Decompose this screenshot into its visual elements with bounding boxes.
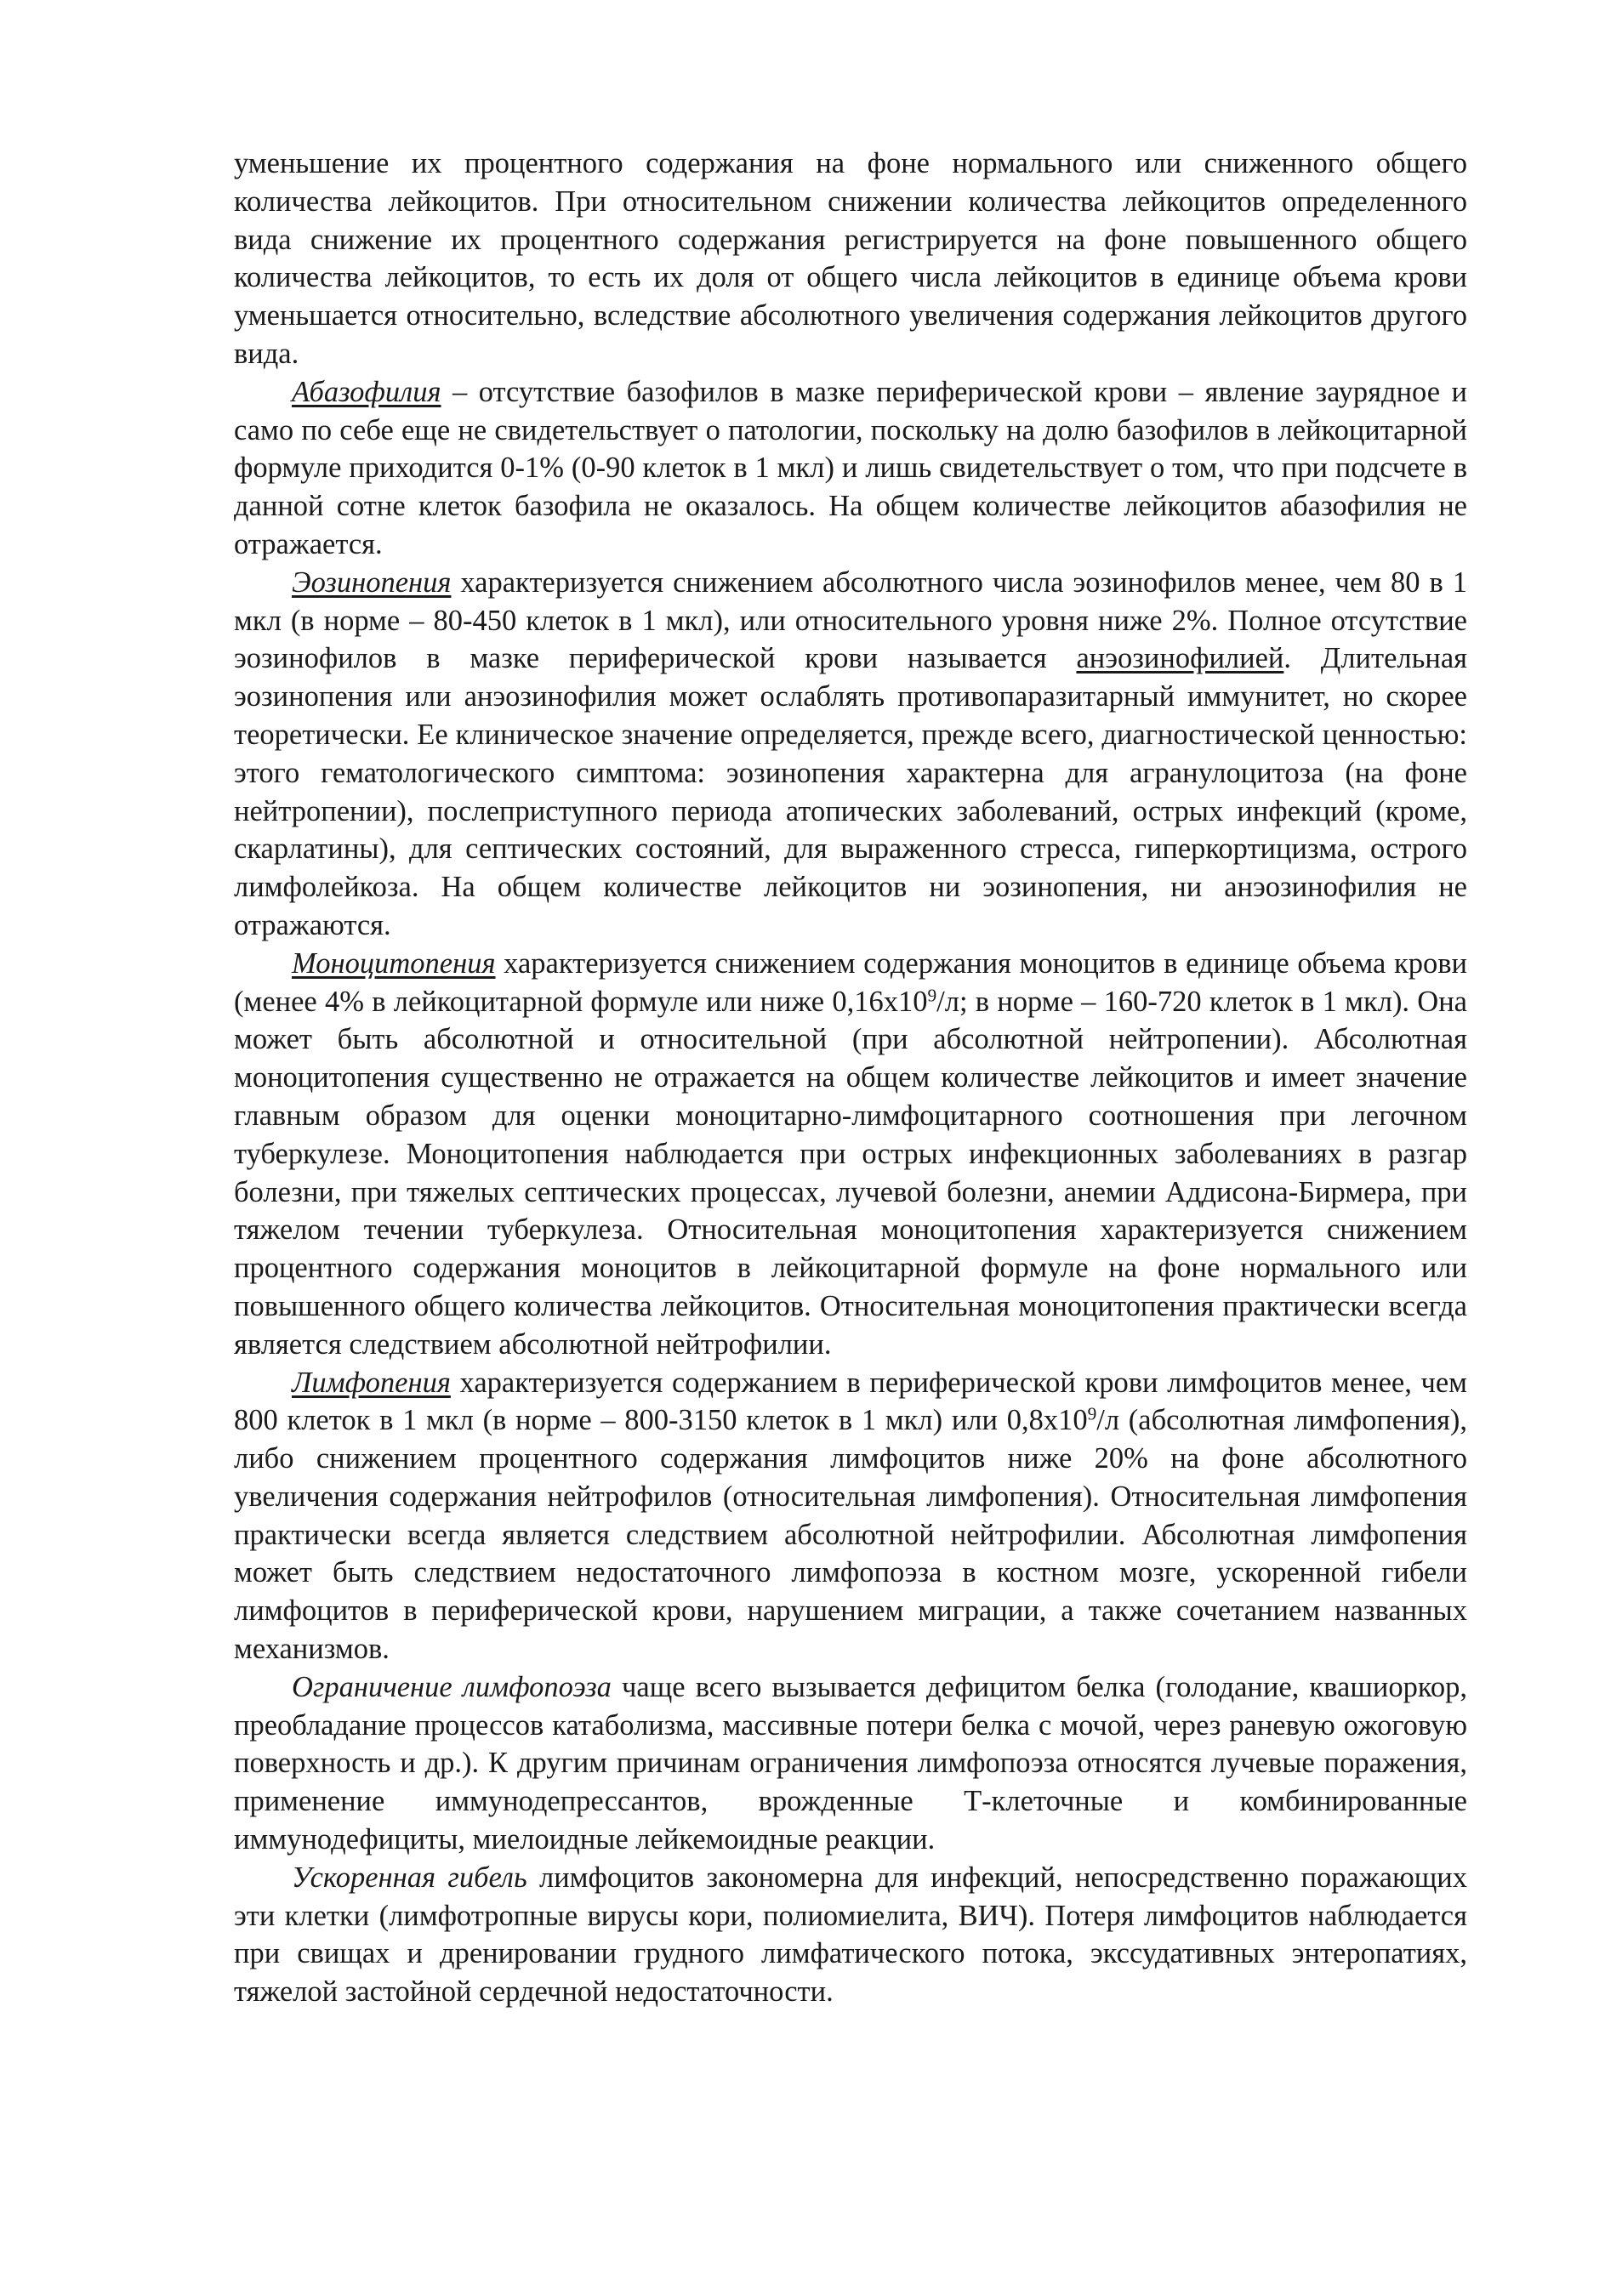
paragraph-text: . Длительная эозинопения или анэозинофилия может ослаблять противопаразитарный иммунитет, но скорее теоретически. Ее клиническое значение определяется, прежде всего, диагностической ценностью: этого гематологического симптома: эозинопения характерна для агранулоцитоза (на фоне нейтропении), послеприступного периода атопических заболеваний, острых инфекций (кроме, скарлатины), для септических состояний, для выраженного стресса, гиперкортицизма, острого лимфолейкоза. На общем количестве лейкоцитов ни эозинопения, ни анэозинофилия не отражаются. [234, 642, 1467, 941]
paragraph-monotsitopeniya [234, 945, 1467, 1364]
paragraph-continuation [234, 145, 1467, 373]
term-abazofiliya: Абазофилия [292, 375, 441, 408]
paragraph-text: /л (абсолютная лимфопения), либо снижением процентного содержания лимфоцитов ниже 20% на фоне абсолютного увеличения содержания нейтрофилов (относительная лимфопения). Относительная лимфопения практически всегда является следствием абсолютной нейтрофилии. Абсолютная лимфопения может быть следствием недостаточного лимфопоэза в костном мозге, ускоренной гибели лимфоцитов в периферической крови, нарушением миграции, а также сочетанием названных механизмов. [234, 1404, 1468, 1666]
term-ogranichenie-limfopoeza: Ограничение лимфопоэза [292, 1670, 612, 1703]
paragraph-uskorennaya-gibel [234, 1859, 1467, 2011]
paragraph-text: чаще всего вызывается дефицитом белка (голодание, квашиоркор, преобладание процессов катаболизма, массивные потери белка с мочой, через раневую ожоговую поверхность и др.). К другим причинам ограничения лимфопоэза относятся лучевые поражения, применение иммунодепрессантов, врожденные Т-клеточные и комбинированные иммунодефициты, миелоидные лейкемоидные реакции. [234, 1670, 1467, 1856]
paragraph-abazofiliya [234, 373, 1467, 564]
underlined-term-aneozinofiliya: анэозинофилией [1076, 642, 1284, 675]
paragraph-text: лимфоцитов закономерна для инфекций, непосредственно поражающих эти клетки (лимфотропные вирусы кори, полиомиелита, ВИЧ). Потеря лимфоцитов наблюдается при свищах и дренировании грудного лимфатического потока, экссудативных энтеропатиях, тяжелой застойной сердечной недостаточности. [234, 1861, 1467, 2009]
paragraph-text: – отсутствие базофилов в мазке периферической крови – явление заурядное и само по себе еще не свидетельствует о патологии, поскольку на долю базофилов в лейкоцитарной формуле приходится 0-1% (0-90 клеток в 1 мкл) и лишь свидетельствует о том, что при подсчете в данной сотне клеток базофила не оказалось. На общем количестве лейкоцитов абазофилия не отражается. [234, 375, 1467, 560]
paragraph-text: характеризуется снижением содержания моноцитов в единице объема крови (менее 4% в лейкоцитарной формуле или ниже 0,16х10 [234, 946, 1467, 1018]
paragraph-ogranichenie-limfopoeza [234, 1668, 1467, 1859]
term-monotsitopeniya: Моноцитопения [292, 946, 496, 980]
superscript-exponent: 9 [1087, 1403, 1097, 1424]
paragraph-text: характеризуется снижением абсолютного числа эозинофилов менее, чем 80 в 1 мкл (в норме – 80-450 клеток в 1 мкл), или относительного уровня ниже 2%. Полное отсутствие эозинофилов в мазке периферической крови называется [234, 565, 1467, 675]
paragraph-text: уменьшение их процентного содержания на фоне нормального или сниженного общего количества лейкоцитов. При относительном снижении количества лейкоцитов определенного вида снижение их процентного содержания регистрируется на фоне повышенного общего количества лейкоцитов, то есть их доля от общего числа лейкоцитов в единице объема крови уменьшается относительно, вследствие абсолютного увеличения содержания лейкоцитов другого вида. [234, 147, 1467, 370]
paragraph-text: /л; в норме – 160-720 клеток в 1 мкл). Она может быть абсолютной и относительной (при абсолютной нейтропении). Абсолютная моноцитопения существенно не отражается на общем количестве лейкоцитов и имеет значение главным образом для оценки моноцитарно-лимфоцитарного соотношения при легочном туберкулезе. Моноцитопения наблюдается при острых инфекционных заболеваниях в разгар болезни, при тяжелых септических процессах, лучевой болезни, анемии Аддисона-Бирмера, при тяжелом течении туберкулеза. Относительная моноцитопения характеризуется снижением процентного содержания моноцитов в лейкоцитарной формуле на фоне нормального или повышенного общего количества лейкоцитов. Относительная моноцитопения практически всегда является следствием абсолютной нейтрофилии. [234, 985, 1467, 1361]
paragraph-limfopeniya [234, 1364, 1467, 1668]
document-body [234, 145, 1467, 2011]
term-limfopeniya: Лимфопения [292, 1366, 451, 1399]
superscript-exponent: 9 [927, 984, 937, 1005]
paragraph-eozinopeniya [234, 564, 1467, 945]
term-eozinopeniya: Эозинопения [292, 565, 452, 599]
term-uskorennaya-gibel: Ускоренная гибель [292, 1861, 527, 1894]
paragraph-text: характеризуется содержанием в периферической крови лимфоцитов менее, чем 800 клеток в 1 мкл (в норме – 800-3150 клеток в 1 мкл) или 0,8х10 [234, 1366, 1467, 1437]
